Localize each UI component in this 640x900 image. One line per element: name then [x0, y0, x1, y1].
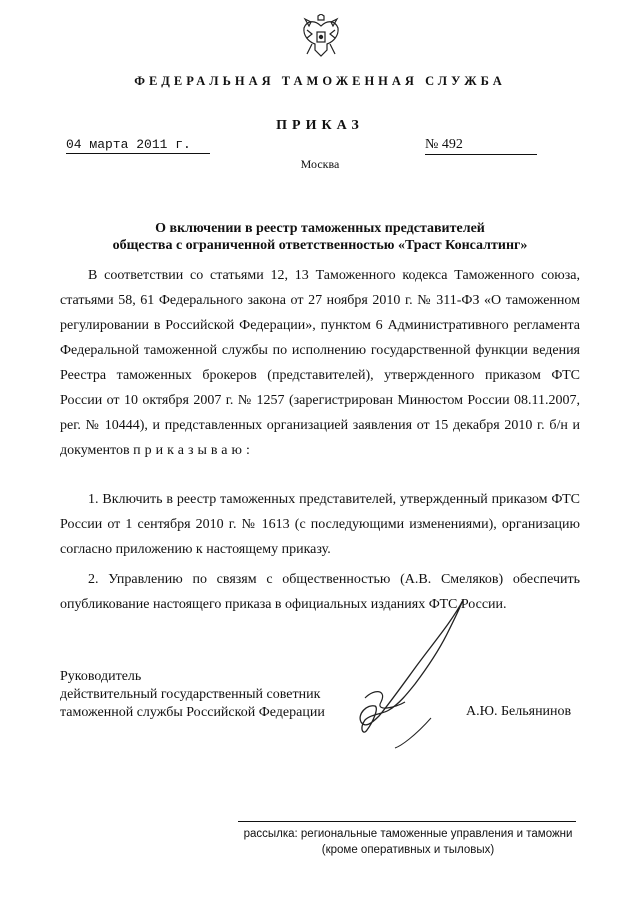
- order-item-2: 2. Управлению по связям с общественностью (А.В. Смеляков) обеспечить опубликование настоящего приказа в официальных изданиях ФТС России.: [60, 572, 580, 612]
- position-line-2: действительный государственный советник: [60, 687, 321, 702]
- document-title: [90, 220, 550, 254]
- document-number: № 492: [425, 137, 537, 155]
- position-line-3: таможенной службы Российской Федерации: [60, 705, 325, 720]
- distribution-line-1: рассылка: региональные таможенные управления и таможни: [243, 828, 573, 840]
- order-word: приказываю:: [133, 443, 254, 458]
- preamble-paragraph: [60, 263, 580, 463]
- organization-name: ФЕДЕРАЛЬНАЯ ТАМОЖЕННАЯ СЛУЖБА: [134, 74, 506, 88]
- document-city: Москва: [300, 157, 340, 171]
- title-line-1: О включении в реестр таможенных представителей: [155, 221, 485, 236]
- signatory-name: А.Ю. Бельянинов: [466, 704, 572, 719]
- distribution-list: [240, 826, 576, 858]
- position-line-1: Руководитель: [60, 669, 142, 684]
- preamble-text: В соответствии со статьями 12, 13 Таможенного кодекса Таможенного союза, статьями 58, 61 Федерального закона от 27 ноября 2010 г. № 311-ФЗ «О таможенном регулировании в Российской Федерации», пунктом 6 Административного регламента Федеральной таможенной службы по исполнению государственной функции ведения Реестра таможенных брокеров (представителей), утвержденного приказом ФТС России от 10 октября 2007 г. № 1257 (зарегистрирован Минюстом России 08.11.2007, рег. № 10444), и представленных организацией заявления от 15 декабря 2010 г. б/н и документов: [60, 268, 580, 458]
- distribution-line-2: (кроме оперативных и тыловых): [321, 844, 495, 856]
- distribution-divider: [238, 821, 576, 822]
- handwritten-signature: [335, 598, 475, 750]
- russian-double-headed-eagle-icon: [301, 14, 341, 60]
- title-line-2: общества с ограниченной ответственностью «Траст Консалтинг»: [112, 238, 528, 253]
- document-date: 04 марта 2011 г.: [66, 137, 210, 154]
- order-item-1: 1. Включить в реестр таможенных представителей, утвержденный приказом ФТС России от 1 сентября 2010 г. № 1613 (с последующими изменениями), организацию согласно приложению к настоящему приказу.: [60, 492, 580, 557]
- signatory-position: [60, 668, 325, 722]
- document-type: ПРИКАЗ: [276, 118, 364, 133]
